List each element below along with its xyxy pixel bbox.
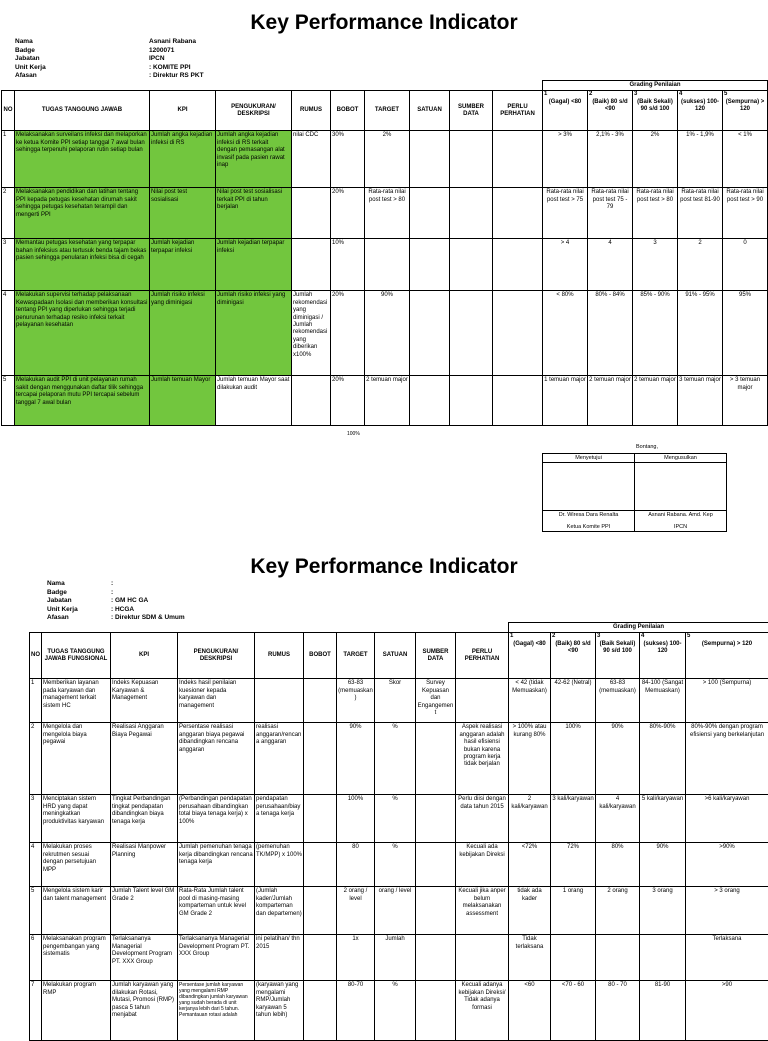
cell-sumber bbox=[416, 795, 456, 843]
cell-rumus bbox=[292, 188, 331, 239]
cell-grade: 80%-90% bbox=[640, 723, 686, 795]
signer-name: Dr. Wiresa Dara Renalta bbox=[559, 512, 619, 518]
cell-rumus bbox=[255, 679, 304, 723]
cell-no: 1 bbox=[30, 679, 42, 723]
cell-grade bbox=[551, 935, 596, 981]
cell-satuan: % bbox=[375, 723, 416, 795]
cell-grade: 100% bbox=[551, 723, 596, 795]
cell-grade: < 42 (tidak Memuaskan) bbox=[509, 679, 551, 723]
cell-grade: 80 - 70 bbox=[596, 981, 640, 1041]
cell-perlu: Perlu diisi dengan data tahun 2015 bbox=[456, 795, 509, 843]
table-row bbox=[30, 887, 768, 935]
cell-grade: 90% bbox=[640, 843, 686, 887]
cell-grade: Tidak terlaksana bbox=[509, 935, 551, 981]
cell-perlu bbox=[493, 376, 543, 426]
cell-tugas: Melaksanakan surveilans infeksi dan melaporkan ke ketua Komite PPI setiap tanggal 7 awal bulan sehingga terpenuhi pelaporan rutin setiap bulan bbox=[15, 131, 150, 188]
col-header: RUMUS bbox=[292, 91, 331, 131]
cell-grade: 2 temuan major bbox=[588, 376, 633, 426]
cell-grade: 1 temuan major bbox=[543, 376, 588, 426]
cell-sumber bbox=[450, 188, 493, 239]
grade-label: (Gagal) <80 bbox=[510, 641, 549, 648]
cell-kpi: Jumlah temuan Mayor bbox=[150, 376, 216, 426]
cell-perlu bbox=[493, 188, 543, 239]
cell-tugas: Melakukan supervisi terhadap pelaksanaan Kewaspadaan Isolasi dan memberikan konsultasi tentang PPI yang diperlukan sehingga terjadi penurunan terhadap resiko infeksi terkait pelayanan kesehatan bbox=[15, 291, 150, 376]
table-row bbox=[2, 131, 768, 188]
cell-pengukuran: Jumlah risiko infeksi yang diminigasi bbox=[216, 291, 292, 376]
cell-grade: Terlaksana bbox=[686, 935, 768, 981]
cell-target: 100% bbox=[337, 795, 375, 843]
info-value: : Direktur RS PKT bbox=[149, 72, 204, 81]
grade-number: 5 bbox=[687, 633, 767, 640]
cell-bobot bbox=[304, 981, 337, 1041]
info-value: : bbox=[111, 580, 113, 589]
cell-satuan: Jumlah bbox=[375, 935, 416, 981]
cell-target: 80 bbox=[337, 843, 375, 887]
cell-grade: 72% bbox=[551, 843, 596, 887]
cell-pengukuran: Jumlah angka kejadian infeksi di RS terkait dengan pemasangan alat invasif pada pasien rawat inap bbox=[216, 131, 292, 188]
cell-grade: 2 bbox=[678, 239, 723, 291]
grade-number: 3 bbox=[597, 633, 638, 640]
cell-pengukuran: Terlaksananya Managerial Development Program PT. XXX Group bbox=[178, 935, 255, 981]
cell-target: 2 temuan major bbox=[365, 376, 410, 426]
cell-satuan: % bbox=[375, 795, 416, 843]
cell-tugas: Menciptakan sistem HRD yang dapat meningkatkan produktivitas karyawan bbox=[42, 795, 111, 843]
cell-target: Rata-rata nilai post test > 80 bbox=[365, 188, 410, 239]
cell-sumber bbox=[416, 935, 456, 981]
cell-pengukuran: Persentase realisasi anggaran biaya pegawai dibandingkan rencana anggaran bbox=[178, 723, 255, 795]
cell-satuan bbox=[410, 291, 450, 376]
table-row bbox=[30, 679, 768, 723]
cell-target bbox=[365, 239, 410, 291]
cell-target: 90% bbox=[365, 291, 410, 376]
cell-grade: 42-62 (Netral) bbox=[551, 679, 596, 723]
col-header: KPI bbox=[111, 633, 178, 679]
table-row bbox=[30, 981, 768, 1041]
cell-bobot: 20% bbox=[331, 291, 365, 376]
grade-header bbox=[678, 91, 723, 131]
cell-target: 2 orang / level bbox=[337, 887, 375, 935]
grade-number: 2 bbox=[552, 633, 594, 640]
cell-rumus: Jumlah rekomendasi yang diminigasi / Jumlah rekomendasi yang diberikan x100% bbox=[292, 291, 331, 376]
cell-pengukuran: Rata-Rata Jumlah talent pool di masing-masing komparteman untuk level GM Grade 2 bbox=[178, 887, 255, 935]
cell-perlu bbox=[493, 239, 543, 291]
signer-name: Asnani Rabana. Amd. Kep bbox=[648, 512, 713, 518]
grade-label: (Baik) 80 s/d <90 bbox=[589, 99, 631, 114]
cell-grade: <70 - 60 bbox=[551, 981, 596, 1041]
sign-header-propose: Mengusulkan bbox=[635, 454, 727, 463]
cell-bobot bbox=[304, 795, 337, 843]
cell-tugas: Melakukan audit PPI di unit pelayanan rumah sakit dengan menggunakan daftar tilik sehingga tercapai pelaporan mutu PPI tercapai sebelum tanggal 7 awal bulan bbox=[15, 376, 150, 426]
cell-rumus: ini pelatihan/ thn 2015 bbox=[255, 935, 304, 981]
table-row bbox=[30, 843, 768, 887]
cell-grade: 81-90 bbox=[640, 981, 686, 1041]
cell-perlu: Kecuali jika anper belum melaksanakan assessment bbox=[456, 887, 509, 935]
cell-bobot: 20% bbox=[331, 376, 365, 426]
cell-grade: 90% bbox=[596, 723, 640, 795]
page-title: Key Performance Indicator bbox=[0, 11, 768, 35]
cell-grade: 3 orang bbox=[640, 887, 686, 935]
cell-no: 6 bbox=[30, 935, 42, 981]
cell-kpi: Realisasi Anggaran Biaya Pegawai bbox=[111, 723, 178, 795]
cell-bobot bbox=[304, 887, 337, 935]
cell-grade: 80% - 84% bbox=[588, 291, 633, 376]
grade-label: (Baik) 80 s/d <90 bbox=[552, 641, 594, 656]
col-header: NO bbox=[2, 91, 15, 131]
cell-kpi: Jumlah karyawan yang dilakukan Rotasi, Mutasi, Promosi (RMP) pasca 5 tahun menjabat bbox=[111, 981, 178, 1041]
cell-grade: > 100 (Sempurna) bbox=[686, 679, 768, 723]
cell-grade: 5 kali/karyawan bbox=[640, 795, 686, 843]
cell-grade: 91% - 95% bbox=[678, 291, 723, 376]
grade-label: (sukses) 100-120 bbox=[679, 99, 721, 114]
cell-no: 7 bbox=[30, 981, 42, 1041]
cell-kpi: Jumlah Talent level GM Grade 2 bbox=[111, 887, 178, 935]
grade-number: 1 bbox=[510, 633, 549, 640]
cell-grade: Rata-rata nilai post test > 75 bbox=[543, 188, 588, 239]
cell-tugas: Memberikan layanan pada karyawan dan management terkait sistem HC bbox=[42, 679, 111, 723]
info-value: : Direktur SDM & Umum bbox=[111, 614, 185, 623]
cell-pengukuran: Indeks hasil penilaian kuesioner kepada karyawan dan management bbox=[178, 679, 255, 723]
cell-kpi: Terlaksananya Managerial Development Program PT. XXX Group bbox=[111, 935, 178, 981]
cell-satuan bbox=[410, 239, 450, 291]
cell-satuan: % bbox=[375, 981, 416, 1041]
cell-grade: 95% bbox=[723, 291, 768, 376]
cell-bobot: 30% bbox=[331, 131, 365, 188]
cell-kpi: Tingkat Perbandingan tingkat pendapatan dibandingkan biaya tenaga kerja bbox=[111, 795, 178, 843]
cell-grade: Rata-rata nilai post test > 80 bbox=[633, 188, 678, 239]
cell-perlu: Aspek realisasi anggaran adalah hasil efisiensi bukan karena program kerja tidak berjalan bbox=[456, 723, 509, 795]
table-row bbox=[2, 376, 768, 426]
cell-grade: 3 kali/karyawan bbox=[551, 795, 596, 843]
grade-label: (Sempurna) > 120 bbox=[687, 641, 767, 648]
cell-kpi: Jumlah kejadian terpapar infeksi bbox=[150, 239, 216, 291]
cell-grade: 63-83 (memuaskan) bbox=[596, 679, 640, 723]
cell-grade: 2,1% - 3% bbox=[588, 131, 633, 188]
cell-sumber bbox=[416, 981, 456, 1041]
col-header: TARGET bbox=[337, 633, 375, 679]
cell-no: 5 bbox=[30, 887, 42, 935]
cell-grade: 2 kali/karyawan bbox=[509, 795, 551, 843]
grade-header bbox=[596, 633, 640, 679]
grade-label: (Baik Sekali) 90 s/d 100 bbox=[597, 641, 638, 656]
col-header: TUGAS TANGGUNG JAWAB bbox=[15, 91, 150, 131]
cell-tugas: Mengelola dan mengelola biaya pegawai bbox=[42, 723, 111, 795]
cell-grade: Rata-rata nilai post test 75 - 79 bbox=[588, 188, 633, 239]
info-label: Unit Kerja bbox=[47, 606, 78, 615]
info-value: : GM HC GA bbox=[111, 597, 148, 606]
cell-tugas: Melaksanakan program pengembangan yang sistematis bbox=[42, 935, 111, 981]
cell-grade: 4 kali/karyawan bbox=[596, 795, 640, 843]
cell-satuan: Skor bbox=[375, 679, 416, 723]
table-row bbox=[30, 935, 768, 981]
cell-rumus bbox=[292, 376, 331, 426]
info-label: Jabatan bbox=[47, 597, 72, 606]
table-row bbox=[2, 291, 768, 376]
cell-no: 2 bbox=[30, 723, 42, 795]
grade-label: (Gagal) <80 bbox=[544, 99, 586, 106]
info-value: : bbox=[111, 589, 113, 598]
cell-grade: 1% - 1,9% bbox=[678, 131, 723, 188]
cell-grade: tidak ada kader bbox=[509, 887, 551, 935]
employee-info bbox=[15, 38, 275, 84]
grade-header bbox=[588, 91, 633, 131]
cell-kpi: Nilai post test sosialisasi bbox=[150, 188, 216, 239]
info-label: Nama bbox=[15, 38, 33, 47]
info-value: 1200071 bbox=[149, 47, 174, 56]
cell-perlu bbox=[493, 131, 543, 188]
cell-grade bbox=[596, 935, 640, 981]
cell-satuan bbox=[410, 131, 450, 188]
grade-number: 5 bbox=[724, 91, 766, 98]
col-header: SATUAN bbox=[375, 633, 416, 679]
col-header: PENGUKURAN/ DESKRIPSI bbox=[178, 633, 255, 679]
kpi-table bbox=[29, 622, 768, 1041]
cell-kpi: Jumlah risiko infeksi yang diminigasi bbox=[150, 291, 216, 376]
cell-sumber bbox=[416, 843, 456, 887]
col-header: SUMBER DATA bbox=[450, 91, 493, 131]
col-header: PERLU PERHATIAN bbox=[493, 91, 543, 131]
kpi-page-2 bbox=[0, 540, 768, 1024]
cell-grade: 0 bbox=[723, 239, 768, 291]
cell-target: 1x bbox=[337, 935, 375, 981]
signer-role: Ketua Komite PPI bbox=[567, 524, 610, 530]
col-header: PENGUKURAN/ DESKRIPSI bbox=[216, 91, 292, 131]
cell-satuan bbox=[410, 188, 450, 239]
cell-perlu bbox=[493, 291, 543, 376]
cell-sumber bbox=[450, 239, 493, 291]
grade-header bbox=[543, 91, 588, 131]
cell-pengukuran: (Perbandingan pendapatan perusahaan dibandingkan total biaya tenaga kerja) x 100% bbox=[178, 795, 255, 843]
grade-number: 4 bbox=[679, 91, 721, 98]
cell-grade: < 80% bbox=[543, 291, 588, 376]
cell-no: 1 bbox=[2, 131, 15, 188]
info-label: Badge bbox=[15, 47, 35, 56]
col-header: BOBOT bbox=[304, 633, 337, 679]
cell-sumber: Survey Kepuasan dan Engangement bbox=[416, 679, 456, 723]
grade-label: (sukses) 100-120 bbox=[641, 641, 684, 656]
cell-sumber bbox=[450, 131, 493, 188]
page-title: Key Performance Indicator bbox=[0, 555, 768, 579]
total-bobot: 100% bbox=[347, 431, 360, 437]
col-header: PERLU PERHATIAN bbox=[456, 633, 509, 679]
signature-table bbox=[542, 453, 727, 532]
cell-sumber bbox=[416, 723, 456, 795]
cell-perlu: Kecuali ada kebijakan Direksi bbox=[456, 843, 509, 887]
cell-no: 5 bbox=[2, 376, 15, 426]
cell-grade: > 100% atau kurang 80% bbox=[509, 723, 551, 795]
cell-perlu bbox=[456, 679, 509, 723]
table-row bbox=[30, 795, 768, 843]
signature-space bbox=[635, 463, 727, 511]
grade-number: 1 bbox=[544, 91, 586, 98]
cell-target: 80-70 bbox=[337, 981, 375, 1041]
cell-grade: 4 bbox=[588, 239, 633, 291]
cell-grade: 3 temuan major bbox=[678, 376, 723, 426]
col-header: TARGET bbox=[365, 91, 410, 131]
info-label: Jabatan bbox=[15, 55, 40, 64]
cell-sumber bbox=[450, 376, 493, 426]
col-header: TUGAS TANGGUNG JAWAB FUNGSIONAL bbox=[42, 633, 111, 679]
cell-grade: <72% bbox=[509, 843, 551, 887]
signer-approve bbox=[543, 511, 635, 532]
col-header: NO bbox=[30, 633, 42, 679]
cell-rumus: realisasi anggaran/rencana anggaran bbox=[255, 723, 304, 795]
cell-tugas: Memantau petugas kesehatan yang terpapar bahan infeksius atau tertusuk benda tajam bekas pasien sehingga penularan infeksi bisa di cegah bbox=[15, 239, 150, 291]
cell-no: 4 bbox=[2, 291, 15, 376]
cell-bobot bbox=[304, 679, 337, 723]
cell-sumber bbox=[450, 291, 493, 376]
cell-satuan: orang / level bbox=[375, 887, 416, 935]
info-label: Nama bbox=[47, 580, 65, 589]
cell-kpi: Realisasi Manpower Planning bbox=[111, 843, 178, 887]
cell-target: 90% bbox=[337, 723, 375, 795]
cell-pengukuran: Jumlah kejadian terpapar infeksi bbox=[216, 239, 292, 291]
cell-grade: Rata-rata nilai post test 81-90 bbox=[678, 188, 723, 239]
grade-label: (Baik Sekali) 90 s/d 100 bbox=[634, 99, 676, 114]
grading-header: Grading Penilaian bbox=[543, 81, 768, 91]
cell-grade: Rata-rata nilai post test > 90 bbox=[723, 188, 768, 239]
cell-grade: 1 orang bbox=[551, 887, 596, 935]
cell-kpi: Jumlah angka kejadian infeksi di RS bbox=[150, 131, 216, 188]
grade-label: (Sempurna) > 120 bbox=[724, 99, 766, 114]
col-header: RUMUS bbox=[255, 633, 304, 679]
cell-target: 2% bbox=[365, 131, 410, 188]
info-label: Unit Kerja bbox=[15, 64, 46, 73]
info-value: IPCN bbox=[149, 55, 165, 64]
cell-pengukuran: Jumlah pemenuhan tenaga kerja dibandingkan rencana tenaga kerja bbox=[178, 843, 255, 887]
cell-rumus: (Jumlah kader/Jumlah komparteman dan departemen) bbox=[255, 887, 304, 935]
info-label: Afasan bbox=[15, 72, 37, 81]
signer-propose bbox=[635, 511, 727, 532]
grade-header bbox=[509, 633, 551, 679]
cell-grade: 2 orang bbox=[596, 887, 640, 935]
cell-tugas: Melakukan program RMP bbox=[42, 981, 111, 1041]
grade-number: 3 bbox=[634, 91, 676, 98]
signature-space bbox=[543, 463, 635, 511]
col-header: KPI bbox=[150, 91, 216, 131]
cell-satuan bbox=[410, 376, 450, 426]
grading-header: Grading Penilaian bbox=[509, 623, 768, 633]
cell-bobot bbox=[304, 843, 337, 887]
cell-tugas: Melaksanakan pendidikan dan latihan tentang PPI kepada petugas kesehatan dirumah sakit sehingga petugas kesehatan terampil dan mengerti PPI bbox=[15, 188, 150, 239]
cell-satuan: % bbox=[375, 843, 416, 887]
cell-grade: <60 bbox=[509, 981, 551, 1041]
cell-grade bbox=[640, 935, 686, 981]
signer-role: IPCN bbox=[674, 524, 687, 530]
cell-grade: >90% bbox=[686, 843, 768, 887]
cell-no: 3 bbox=[30, 795, 42, 843]
cell-rumus: (pemenuhan TK/MPP) x 100% bbox=[255, 843, 304, 887]
grade-header bbox=[640, 633, 686, 679]
cell-rumus bbox=[292, 239, 331, 291]
info-value: : KOMITE PPI bbox=[149, 64, 191, 73]
info-value: Asnani Rabana bbox=[149, 38, 196, 47]
kpi-table bbox=[1, 80, 768, 426]
cell-pengukuran: Nilai post test sosialisasi terkait PPI di tahun berjalan bbox=[216, 188, 292, 239]
cell-grade: 80%-90% dengan program efisiensi yang berkelanjutan bbox=[686, 723, 768, 795]
cell-grade: > 3 orang bbox=[686, 887, 768, 935]
cell-grade: 3 bbox=[633, 239, 678, 291]
cell-bobot bbox=[304, 935, 337, 981]
table-row bbox=[2, 188, 768, 239]
cell-grade: < 1% bbox=[723, 131, 768, 188]
cell-grade: 80% bbox=[596, 843, 640, 887]
info-label: Badge bbox=[47, 589, 67, 598]
cell-sumber bbox=[416, 887, 456, 935]
cell-grade: 2 temuan major bbox=[633, 376, 678, 426]
cell-grade: >6 kali/karyawan bbox=[686, 795, 768, 843]
cell-tugas: Mengelola sistem karir dan talent management bbox=[42, 887, 111, 935]
cell-grade: 2% bbox=[633, 131, 678, 188]
cell-kpi: Indeks Kepuasan Karyawan & Management bbox=[111, 679, 178, 723]
kpi-page-1 bbox=[0, 0, 768, 520]
cell-grade: > 4 bbox=[543, 239, 588, 291]
employee-info bbox=[47, 580, 307, 626]
cell-tugas: Melakukan proses rekrutmen sesuai dengan persetujuan MPP bbox=[42, 843, 111, 887]
col-header: BOBOT bbox=[331, 91, 365, 131]
grade-number: 2 bbox=[589, 91, 631, 98]
grade-header bbox=[551, 633, 596, 679]
cell-bobot: 20% bbox=[331, 188, 365, 239]
cell-bobot: 10% bbox=[331, 239, 365, 291]
table-row bbox=[2, 239, 768, 291]
cell-bobot bbox=[304, 723, 337, 795]
cell-no: 3 bbox=[2, 239, 15, 291]
info-label: Afasan bbox=[47, 614, 69, 623]
grade-number: 4 bbox=[641, 633, 684, 640]
cell-grade: >90 bbox=[686, 981, 768, 1041]
cell-grade: > 3% bbox=[543, 131, 588, 188]
cell-grade: 84-100 (Sangat Memuaskan) bbox=[640, 679, 686, 723]
grade-header bbox=[633, 91, 678, 131]
cell-no: 2 bbox=[2, 188, 15, 239]
cell-grade: 85% - 90% bbox=[633, 291, 678, 376]
city-label: Bontang, bbox=[636, 444, 658, 450]
cell-rumus: nilai CDC bbox=[292, 131, 331, 188]
cell-grade: > 3 temuan major bbox=[723, 376, 768, 426]
col-header: SUMBER DATA bbox=[416, 633, 456, 679]
cell-rumus: (karyawan yang mengalami RMP/Jumlah karyawan 5 tahun lebih) bbox=[255, 981, 304, 1041]
cell-perlu: Kecuali adanya kebijakan Direksi/ Tidak adanya formasi bbox=[456, 981, 509, 1041]
sign-header-approve: Menyetujui bbox=[543, 454, 635, 463]
cell-target: 63-83 (memuaskan) bbox=[337, 679, 375, 723]
col-header: SATUAN bbox=[410, 91, 450, 131]
cell-pengukuran: Jumlah temuan Mayor saat dilakukan audit bbox=[216, 376, 292, 426]
table-row bbox=[30, 723, 768, 795]
grade-header bbox=[723, 91, 768, 131]
cell-no: 4 bbox=[30, 843, 42, 887]
info-value: : HCGA bbox=[111, 606, 134, 615]
cell-rumus: pendapatan perusahaan/biaya tenaga kerja bbox=[255, 795, 304, 843]
cell-pengukuran: Persentase jumlah karyawan yang mengalami RMP dibandingkan jumlah karyawan yang sudah berada di unit kerjanya lebih dari 5 tahun. Pemantauan rotasi adalah bbox=[178, 981, 255, 1041]
cell-perlu bbox=[456, 935, 509, 981]
grade-header bbox=[686, 633, 768, 679]
